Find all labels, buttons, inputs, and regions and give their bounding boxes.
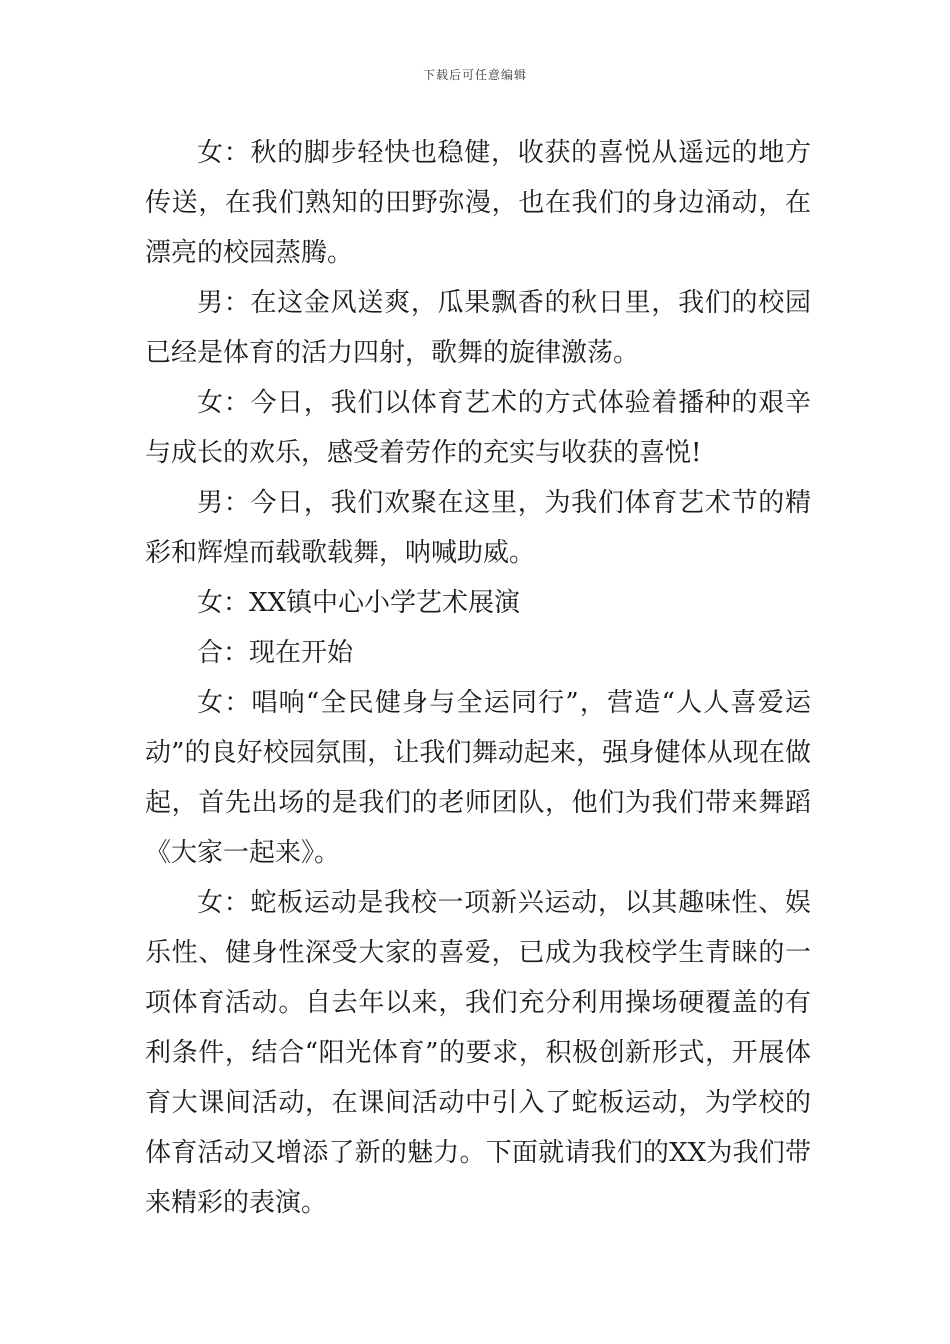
paragraph: 女：唱响“全民健身与全运同行”，营造“人人喜爱运动”的良好校园氛围，让我们舞动起来，强身健体从现在做起，首先出场的是我们的老师团队，他们为我们带来舞蹈《大家一起来》。 xyxy=(145,688,811,868)
paragraph: 男：在这金风送爽，瓜果飘香的秋日里，我们的校园已经是体育的活力四射，歌舞的旋律激荡。 xyxy=(145,288,811,368)
paragraph: 女：秋的脚步轻快也稳健，收获的喜悦从遥远的地方传送，在我们熟知的田野弥漫，也在我们的身边涌动，在漂亮的校园蒸腾。 xyxy=(145,138,811,268)
document-body xyxy=(145,128,811,1228)
download-note: 下载后可任意编辑 xyxy=(422,68,527,82)
paragraph: 女：今日，我们以体育艺术的方式体验着播种的艰辛与成长的欢乐，感受着劳作的充实与收获的喜悦! xyxy=(145,388,811,468)
paragraph: 女：蛇板运动是我校一项新兴运动，以其趣味性、娱乐性、健身性深受大家的喜爱，已成为我校学生青睐的一项体育活动。自去年以来，我们充分利用操场硬覆盖的有利条件，结合“阳光体育”的要求，积极创新形式，开展体育大课间活动，在课间活动中引入了蛇板运动，为学校的体育活动又增添了新的魅力。下面就请我们的XX为我们带来精彩的表演。 xyxy=(145,888,811,1218)
paragraph: 合：现在开始 xyxy=(197,638,354,668)
paragraph: 女：XX镇中心小学艺术展演 xyxy=(197,588,521,618)
paragraph: 男：今日，我们欢聚在这里，为我们体育艺术节的精彩和辉煌而载歌载舞，呐喊助威。 xyxy=(145,488,811,568)
